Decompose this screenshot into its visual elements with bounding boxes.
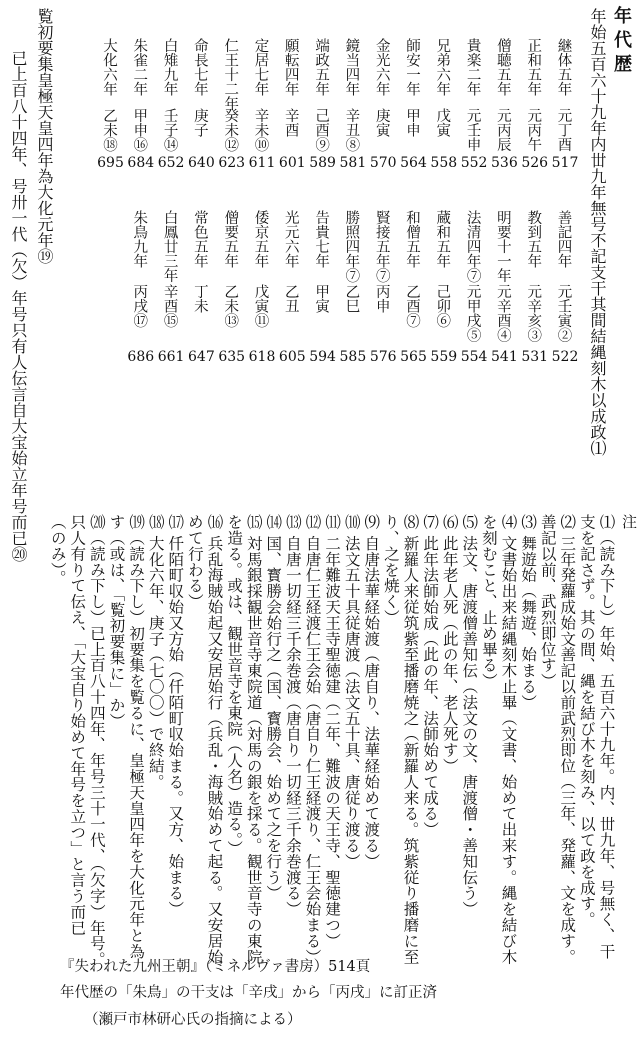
note-line: ⒁ 国、寳勝会始行之（国、寳勝会、始めて之を行う） — [264, 514, 283, 901]
era-year-2: 605 — [278, 349, 306, 365]
era-year-2: 647 — [188, 349, 215, 365]
era-ganzhi: 甲申⑯ — [131, 108, 148, 152]
era-name: 大化六年 — [101, 38, 117, 96]
correction-note: 年代歴の「朱鳥」の干支は「辛戌」から「丙戌」に訂正済 — [60, 985, 437, 1001]
era-ganzhi: 元丁酉 — [555, 108, 572, 152]
era-name-2: 蔵和五年 — [434, 210, 451, 268]
era-ganzhi: 元壬申 — [464, 108, 481, 152]
era-year: 517 — [551, 155, 579, 171]
note-line: ⒄ 仟陌町収始又方始（仟陌町収始まる。又方、始まる） — [166, 514, 185, 917]
note-line: ⑼ 自唐法華経始渡（唐自り、法華経始めて渡る） — [362, 514, 381, 870]
note-line: ⑽ 法文五十具従唐渡（法文五十具、唐従り渡る） — [342, 514, 361, 870]
era-year-2: 559 — [430, 349, 458, 365]
notes-label: 注 — [620, 514, 638, 529]
era-name: 正和五年 — [525, 38, 542, 96]
note-line: ⑿ 自唐仁王経渡仁王会始（唐自り仁王経渡り、仁王会始まる） — [303, 514, 322, 965]
note-line: ⑺ 此年法師始成（此の年、法師始めて成る） — [421, 514, 440, 838]
era-name: 仁王十二年 — [222, 38, 239, 111]
era-name-2: 常色五年 — [191, 210, 208, 268]
era-year: 552 — [460, 155, 488, 171]
era-year-2: 661 — [157, 349, 185, 365]
era-ganzhi-2: 乙巳 — [343, 284, 360, 313]
era-name-2: 賢接五年⑦ — [373, 210, 390, 283]
era-year: 652 — [157, 155, 185, 171]
era-ganzhi-2: 丙戌⑰ — [131, 284, 148, 328]
era-name-2: 光元六年 — [282, 210, 299, 268]
era-name-2: 白鳳廿三年 — [161, 210, 178, 283]
era-year: 558 — [430, 155, 458, 171]
era-year-2: 565 — [400, 349, 427, 365]
era-year: 611 — [248, 155, 276, 171]
era-year: 623 — [218, 155, 246, 171]
era-ganzhi: 戊寅 — [434, 108, 451, 137]
era-ganzhi: 庚子 — [191, 108, 208, 137]
era-year: 570 — [369, 155, 397, 171]
era-year: 536 — [491, 155, 518, 171]
era-year: 581 — [339, 155, 367, 171]
era-ganzhi: 甲申 — [404, 108, 420, 137]
era-name: 師安一年 — [404, 38, 420, 96]
era-ganzhi-2: 辛酉⑮ — [161, 284, 178, 328]
era-name: 端政五年 — [313, 38, 330, 96]
era-ganzhi: 辛未⑩ — [252, 108, 269, 152]
era-ganzhi-2: 元辛酉④ — [494, 284, 511, 342]
note-line: ⒆（読み下し）初要集を覧るに、皇極天皇四年を大化元年と為 — [127, 514, 146, 960]
era-year: 526 — [521, 155, 549, 171]
era-name-2: 法清四年⑦ — [464, 210, 481, 283]
era-year-2: 585 — [339, 349, 367, 365]
note-line: ⑶ 舞遊始（舞遊、始まる） — [519, 514, 538, 711]
note-line: 支を記さず。其の間、縄を結び木を刻み、以て政を成す。 — [577, 514, 596, 928]
era-name: 朱雀二年 — [131, 38, 148, 96]
era-year: 640 — [188, 155, 215, 171]
era-year-2: 618 — [248, 349, 276, 365]
era-ganzhi-2: 甲寅 — [313, 284, 330, 313]
era-year-2: 594 — [309, 349, 336, 365]
era-year-2: 531 — [521, 349, 549, 365]
era-name-2: 明要十一年 — [494, 210, 511, 283]
era-name: 命長七年 — [191, 38, 208, 96]
note-line: ⒂ 対馬銀採観世音寺東院道（対馬の銀を採る。観世音寺の東院 — [244, 514, 263, 965]
note-line: ⒃ 兵乱海賊始起又安居始行（兵乱・海賊始めて起る。又安居始 — [205, 514, 224, 965]
era-name: 鏡当四年 — [343, 38, 360, 96]
era-ganzhi-2: 己卯⑥ — [434, 284, 451, 328]
era-year-2: 576 — [369, 349, 397, 365]
era-year-2: 554 — [460, 349, 488, 365]
era-name: 白雉九年 — [161, 38, 178, 96]
era-name-2: 教到五年 — [525, 210, 542, 268]
era-year-2: 541 — [491, 349, 518, 365]
credit-note: （瀬戸市林研心氏の指摘による） — [84, 1012, 302, 1028]
era-name-2: 和僧五年 — [404, 210, 420, 268]
era-name: 貴楽二年 — [464, 38, 481, 96]
era-ganzhi-2: 元甲戌⑤ — [464, 284, 481, 342]
era-name: 僧聴五年 — [494, 38, 511, 96]
era-year-2: 635 — [218, 349, 246, 365]
era-name: 願転四年 — [282, 38, 299, 96]
era-ganzhi: 元丙午 — [525, 108, 542, 152]
note-line: 只人有りて伝え、「大宝自り始めて年号を立つ」と言う而已 — [68, 514, 87, 936]
note-line: を刻むこと、止め畢る） — [479, 514, 498, 689]
era-ganzhi: 元丙辰 — [494, 108, 511, 152]
note-line: ⑵ 三年発蘿成始文善記以前武烈即位（三年、発蘿、文を成す。 — [558, 514, 577, 965]
era-name-2: 告貴七年 — [313, 210, 330, 268]
era-ganzhi: 庚寅 — [373, 108, 390, 137]
era-name-2: 僧要五年 — [222, 210, 239, 268]
era-name-2: 倭京五年 — [252, 210, 269, 268]
note-line: 善記以前、武烈即位す） — [538, 514, 557, 689]
era-ganzhi-2: 丙申 — [373, 284, 390, 313]
era-name-2: 朱鳥九年 — [131, 210, 148, 268]
era-ganzhi-2: 乙未⑬ — [222, 284, 239, 328]
era-name: 定居七年 — [252, 38, 269, 96]
closing-line-1: 覧初要集皇極天皇四年為大化元年⑲ — [35, 8, 54, 264]
note-line: ⑷ 文書始出来結縄刻木止畢（文書、始めて出来す。縄を結び木 — [499, 514, 518, 965]
era-name: 金光六年 — [373, 38, 390, 96]
era-ganzhi: 癸未⑫ — [222, 108, 239, 152]
era-year: 695 — [97, 155, 124, 171]
era-ganzhi-2: 元壬寅② — [555, 284, 572, 342]
era-name-2: 善記四年 — [555, 210, 572, 268]
era-ganzhi: 乙未⑱ — [101, 108, 117, 152]
era-year-2: 522 — [551, 349, 579, 365]
heading-line: 年始五百六十九年内丗九年無号不記支干其間結縄刻木以成政⑴ — [588, 8, 607, 456]
page-title: 年代歴 — [611, 6, 632, 78]
note-line: ⒅ 大化六年、庚子（七〇〇）で終結。 — [146, 514, 165, 790]
era-ganzhi: 辛酉 — [282, 108, 299, 137]
era-ganzhi: 辛丑⑧ — [343, 108, 360, 152]
era-ganzhi-2: 戊寅⑪ — [252, 284, 269, 328]
note-line: を造る。或は、観世音寺を東院（人名）造る。） — [225, 514, 244, 857]
note-line: ⑹ 此年老人死（此の年、老人死す） — [440, 514, 459, 774]
note-line: ⒀ 自唐一切経三千余巻渡（唐自り一切経三千余巻渡る） — [283, 514, 302, 917]
era-ganzhi-2: 元辛亥③ — [525, 284, 542, 342]
era-name-2: 勝照四年⑦ — [343, 210, 360, 283]
era-year: 564 — [400, 155, 427, 171]
era-name: 継体五年 — [555, 38, 572, 96]
note-line: ⒇（読み下し）已上百八十四年、年号三十一代、（欠字）年号。 — [87, 514, 106, 968]
note-line: ⑻ 新羅人来従筑紫至播磨焼之（新羅人来る。筑紫従り播磨に至 — [401, 514, 420, 965]
era-ganzhi: 己酉⑨ — [313, 108, 330, 152]
note-line: めて行わる） — [185, 514, 204, 610]
era-name: 兄弟六年 — [434, 38, 451, 96]
era-year-2: 686 — [127, 349, 155, 365]
era-year: 601 — [278, 155, 306, 171]
era-year: 684 — [127, 155, 155, 171]
era-ganzhi-2: 乙酉⑦ — [404, 284, 420, 328]
note-line: ⑾ 二年難波天王寺聖徳建（二年、難波の天王寺、聖徳建つ） — [323, 514, 342, 949]
note-line: ⑴（読み下し）年始、五百六十九年。内、丗九年、号無く、干 — [597, 514, 616, 960]
note-line: り、之を焼く） — [381, 514, 400, 626]
source-citation: 『失われた九州王朝』（ミネルヴァ書房）514頁 — [60, 959, 371, 975]
note-line: ⑸ 法文、唐渡僧善知伝（法文の文、唐渡僧・善知伝う） — [460, 514, 479, 917]
era-ganzhi: 壬子⑭ — [161, 108, 178, 152]
era-ganzhi-2: 乙丑 — [282, 284, 299, 313]
note-line: す（或は、「覧初要集に」か） — [107, 514, 126, 729]
note-line: （のみ）。 — [48, 514, 67, 586]
era-year: 589 — [309, 155, 336, 171]
closing-line-2: 已上百八十四年、号卅一代（欠）年号只有人伝言自大宝始立年号而已⑳ — [9, 50, 28, 562]
era-ganzhi-2: 丁未 — [191, 284, 208, 313]
